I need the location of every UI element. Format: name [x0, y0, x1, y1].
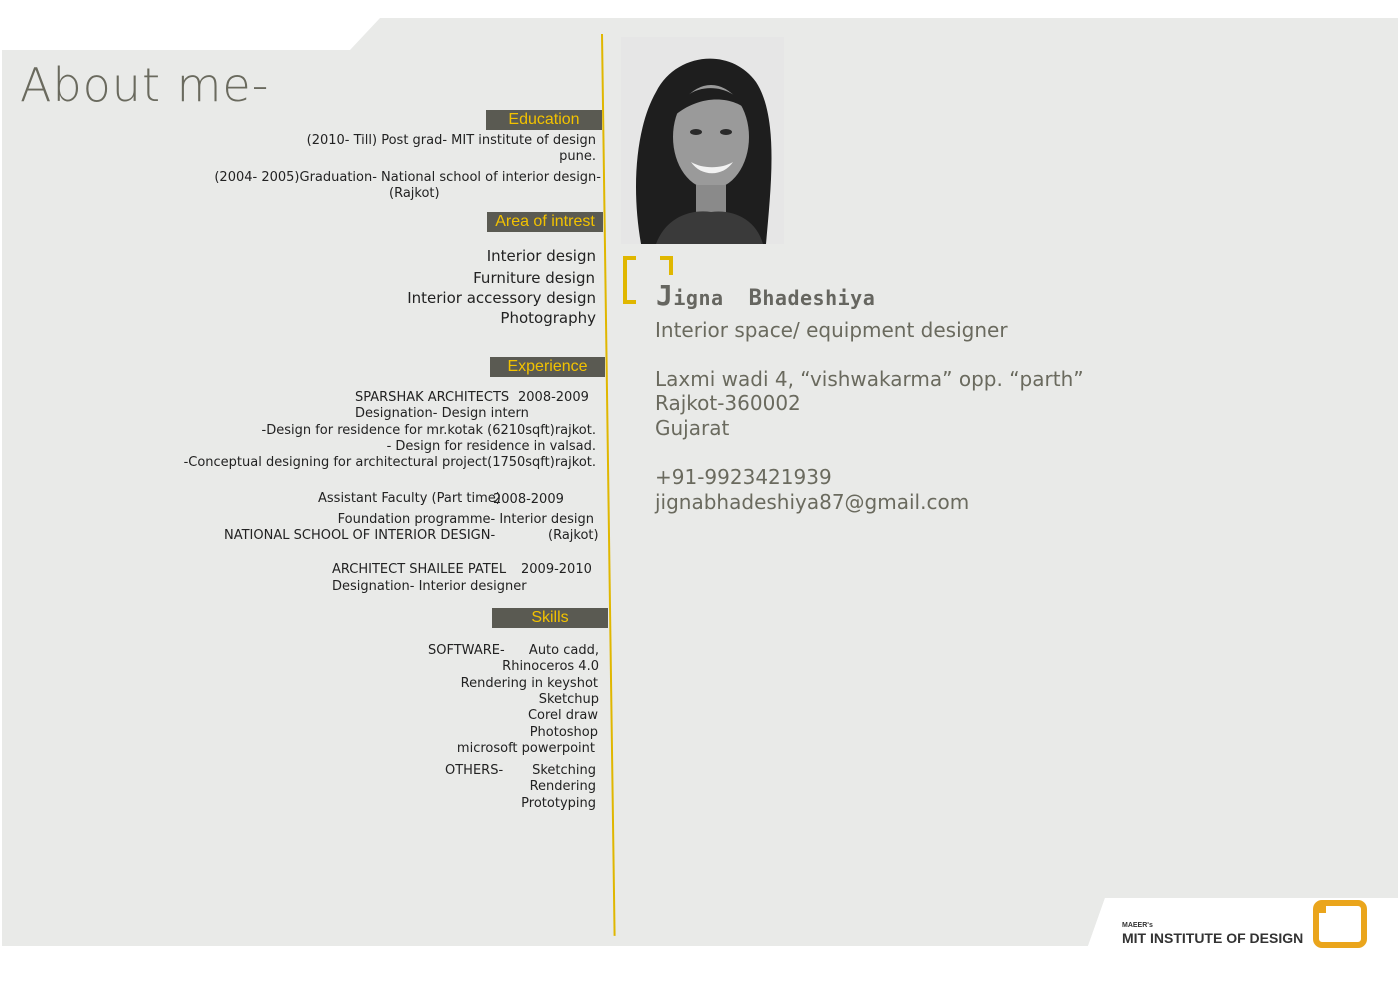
interest-item: Interior design [486, 247, 596, 265]
experience-institute: NATIONAL SCHOOL OF INTERIOR DESIGN- [224, 528, 496, 543]
phone-number: +91-9923421939 [655, 465, 832, 489]
footer-institute-name: MIT INSTITUTE OF DESIGN [1122, 930, 1304, 946]
email-address: jignabhadeshiya87@gmail.com [655, 490, 970, 514]
skill-item: Auto cadd, [528, 643, 599, 658]
experience-line: Foundation programme- Interior design [337, 512, 594, 527]
interest-item: Photography [500, 309, 596, 327]
profile-name: Jigna Bhadeshiya [656, 279, 876, 312]
experience-years: 2008-2009 [518, 390, 589, 405]
skill-item: Rendering in keyshot [460, 676, 598, 691]
education-line: (2004- 2005)Graduation- National school of interior design- [214, 170, 601, 185]
mit-logo-icon [1313, 900, 1367, 948]
experience-company: ARCHITECT SHAILEE PATEL [332, 562, 507, 577]
address-line: Gujarat [655, 416, 730, 440]
footer-small-text: MAEER's [1122, 922, 1153, 929]
skill-item: Rhinoceros 4.0 [502, 659, 599, 674]
address-line: Laxmi wadi 4, “vishwakarma” opp. “parth” [655, 367, 1084, 391]
education-line: (Rajkot) [389, 186, 440, 201]
page-title: About me- [20, 58, 270, 112]
interest-item: Furniture design [473, 269, 595, 287]
skill-item: Sketching [532, 763, 596, 778]
experience-years: 2009-2010 [521, 562, 592, 577]
address-line: Rajkot-360002 [655, 391, 801, 415]
skill-item: Prototyping [521, 796, 596, 811]
interest-item: Interior accessory design [407, 289, 596, 307]
experience-years: 2008-2009 [493, 492, 564, 507]
experience-city: (Rajkot) [548, 528, 599, 543]
skills-others-label: OTHERS- [445, 763, 504, 778]
education-line: (2010- Till) Post grad- MIT institute of design [306, 133, 596, 148]
experience-header: Experience [490, 357, 605, 377]
skill-item: Rendering [529, 779, 596, 794]
experience-line: Designation- Design intern [355, 406, 529, 421]
skills-header: Skills [492, 608, 608, 628]
skill-item: Photoshop [529, 725, 598, 740]
experience-line: - Design for residence in valsad. [386, 439, 596, 454]
skill-item: Corel draw [527, 708, 598, 723]
experience-line: -Conceptual designing for architectural project(1750sqft)rajkot. [183, 455, 596, 470]
experience-role: Assistant Faculty (Part time) [318, 491, 501, 506]
skill-item: Sketchup [538, 692, 599, 707]
portrait-illustration [621, 37, 784, 244]
profile-designation: Interior space/ equipment designer [655, 318, 1008, 342]
skills-software-label: SOFTWARE- [428, 643, 505, 658]
experience-company: SPARSHAK ARCHITECTS [355, 390, 510, 405]
footer-brand [1122, 921, 1303, 946]
education-line: pune. [559, 149, 596, 164]
skill-item: microsoft powerpoint [456, 741, 595, 756]
education-header: Education [486, 110, 602, 130]
experience-line: -Design for residence for mr.kotak (6210sqft)rajkot. [261, 423, 596, 438]
experience-line: Designation- Interior designer [332, 579, 527, 594]
interest-header: Area of intrest [487, 212, 603, 232]
profile-photo [621, 37, 784, 244]
